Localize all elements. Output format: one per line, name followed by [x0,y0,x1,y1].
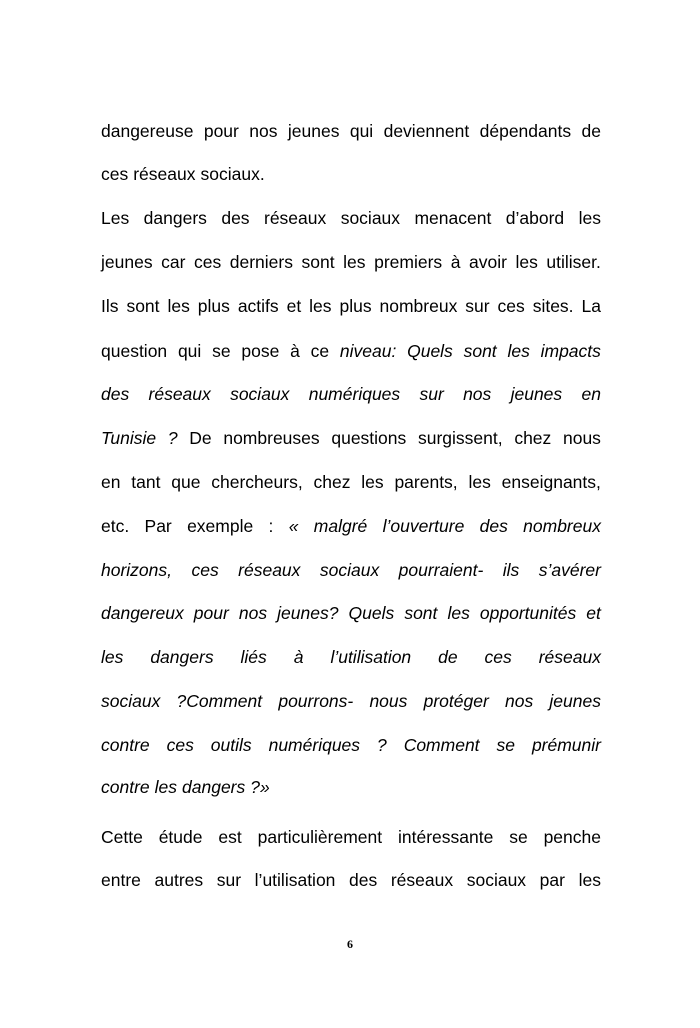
text-line: contre ces outils numériques ? Comment se prémunir [101,735,601,755]
text-line: horizons, ces réseaux sociaux pourraient- ils s’avérer [101,560,601,580]
text-line: dangereuse pour nos jeunes qui deviennent dépendants de [101,121,601,141]
text-line: Cette étude est particulièrement intéressante se penche [101,827,601,847]
text-line: en tant que chercheurs, chez les parents, les enseignants, [101,472,601,492]
text-line: les dangers liés à l’utilisation de ces réseaux [101,647,601,667]
page-number: 6 [347,937,353,951]
text-line: ces réseaux sociaux. [101,164,265,184]
text-line: question qui se pose à ce niveau: Quels sont les impacts [101,341,601,361]
text-line: Les dangers des réseaux sociaux menacent d’abord les [101,208,601,228]
text-line: entre autres sur l’utilisation des réseaux sociaux par les [101,870,601,890]
text-line: etc. Par exemple : « malgré l’ouverture des nombreux [101,516,601,536]
text-line: jeunes car ces derniers sont les premiers à avoir les utiliser. [101,252,601,272]
text-line: contre les dangers ?» [101,777,270,797]
text-line: sociaux ?Comment pourrons- nous protéger nos jeunes [101,691,601,711]
text-line: Ils sont les plus actifs et les plus nombreux sur ces sites. La [101,296,601,316]
text-line: Tunisie ? De nombreuses questions surgissent, chez nous [101,428,601,448]
text-line: des réseaux sociaux numériques sur nos jeunes en [101,384,601,404]
text-line: dangereux pour nos jeunes? Quels sont les opportunités et [101,603,601,623]
